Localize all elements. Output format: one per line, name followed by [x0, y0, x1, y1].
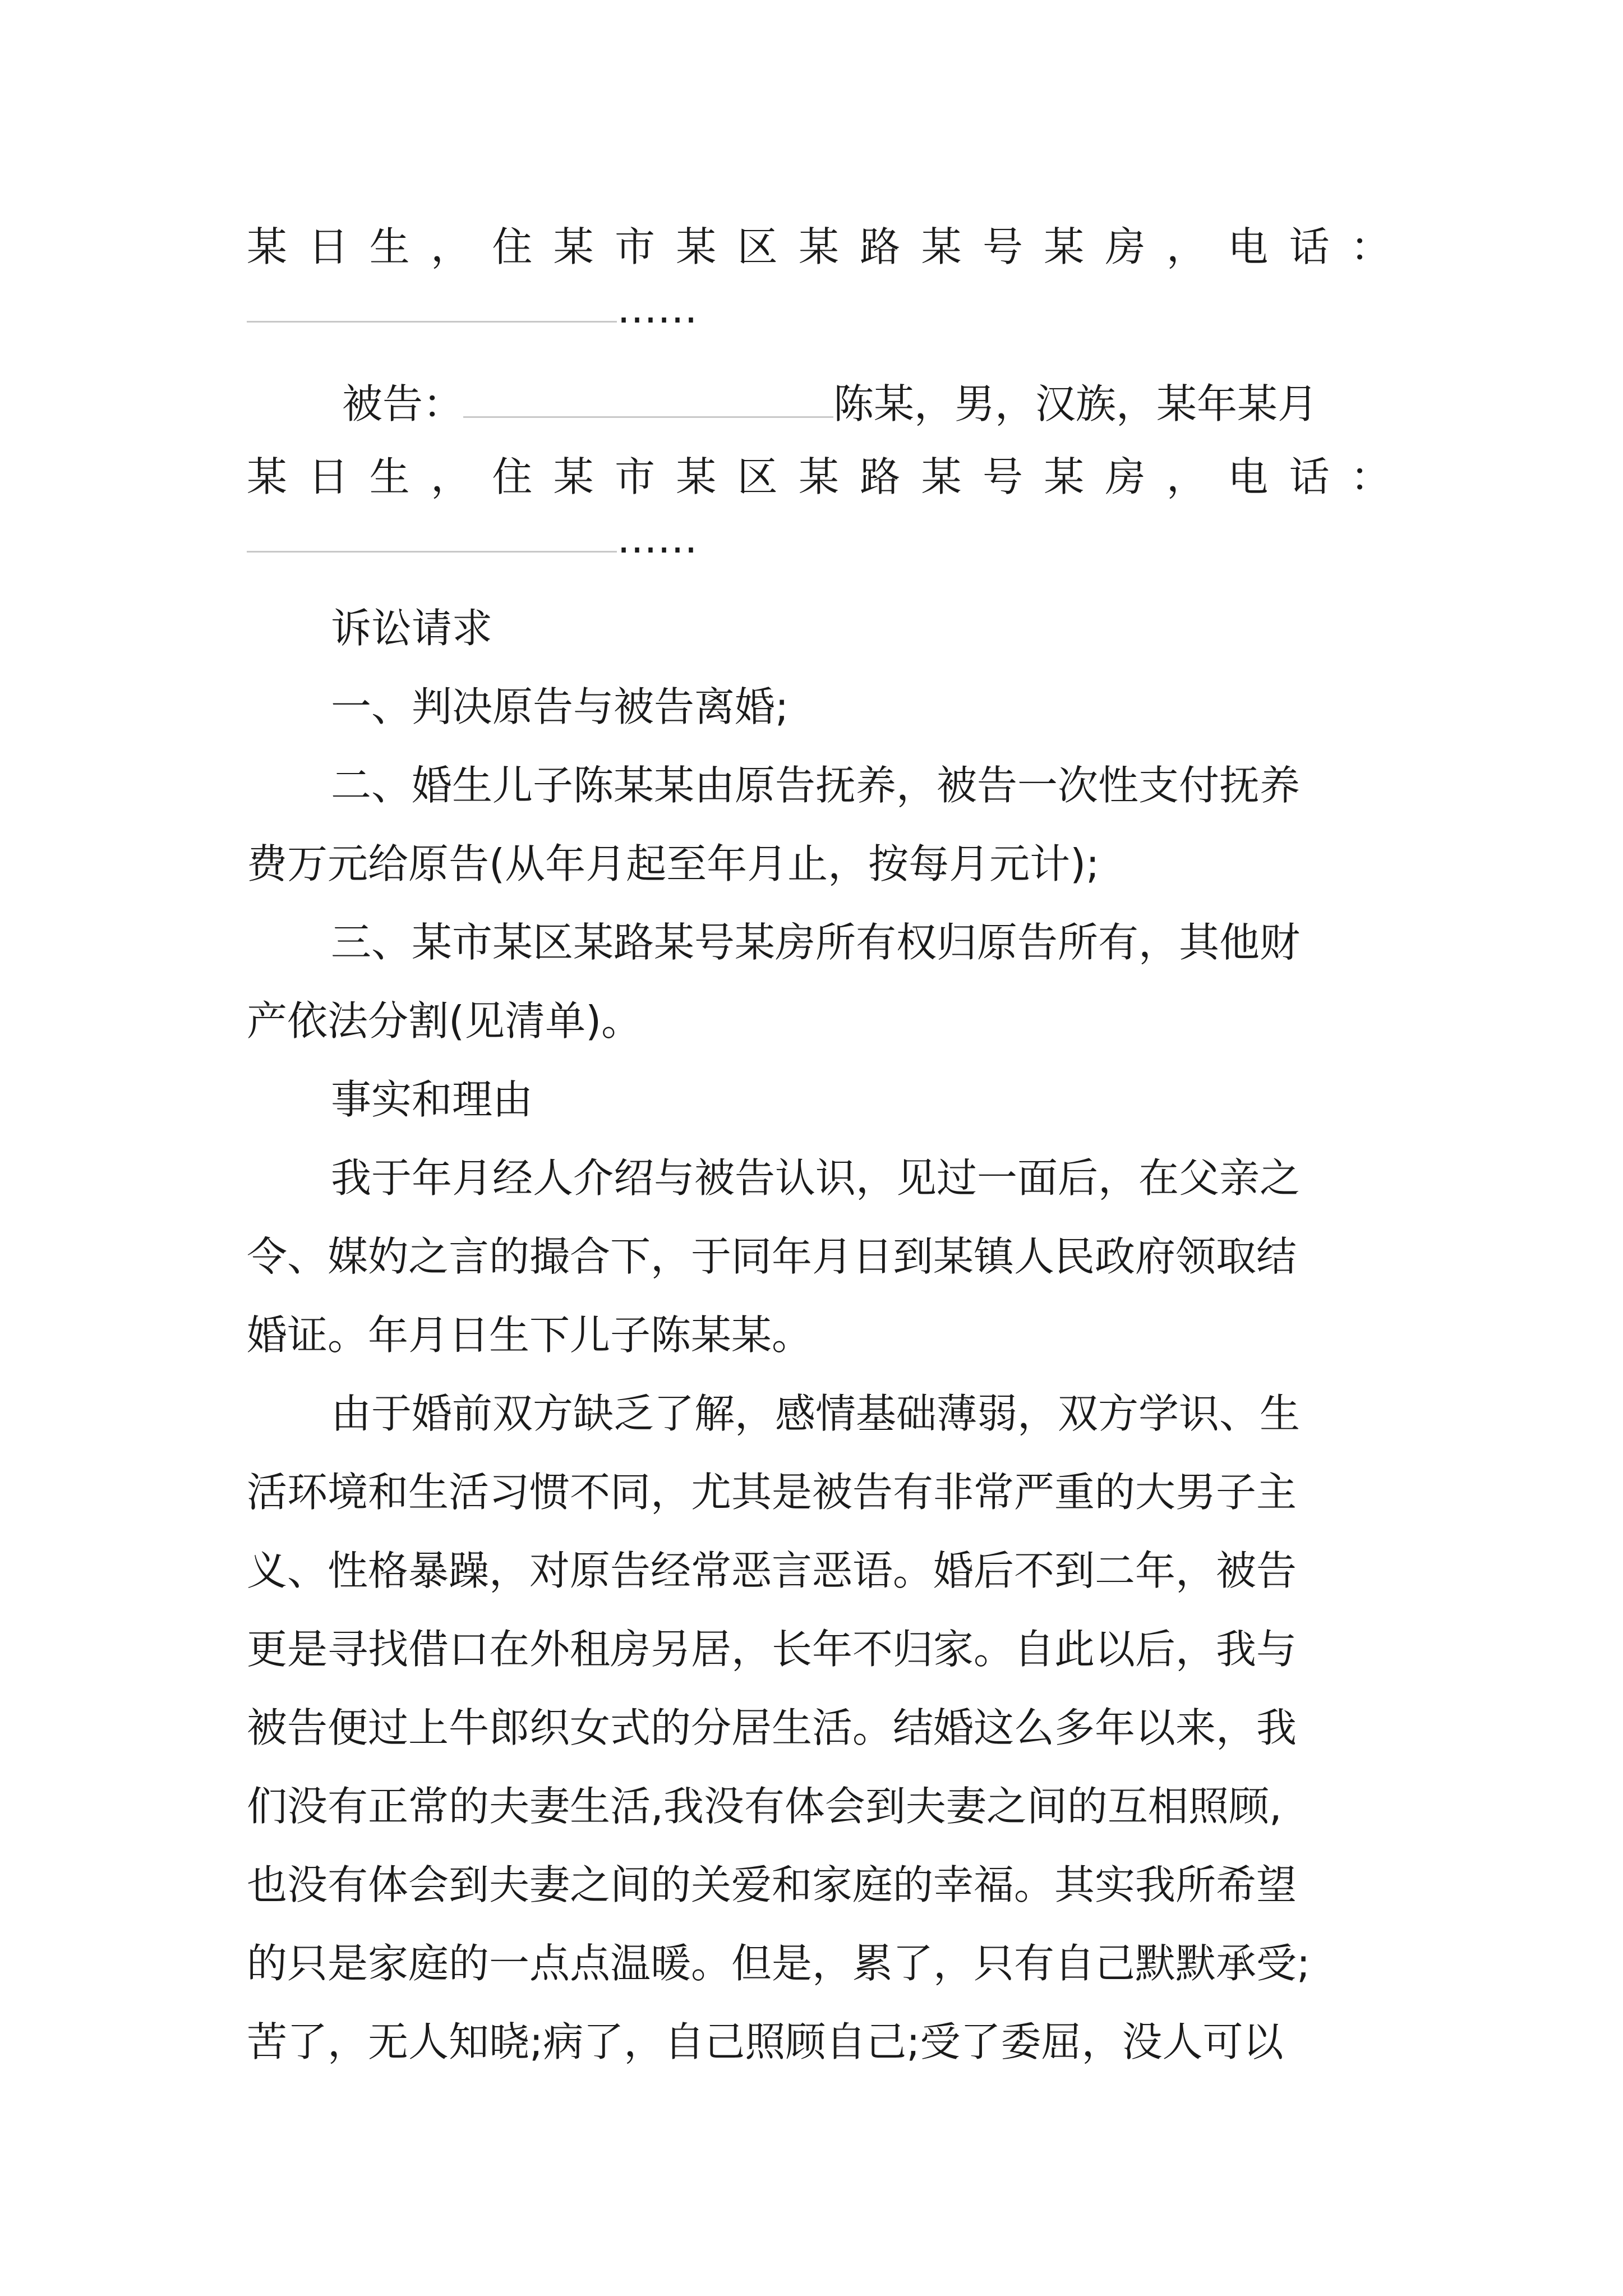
- defendant-address-char: 房: [1105, 453, 1146, 500]
- plaintiff-address-char: 日: [308, 223, 349, 270]
- defendant-address-line: [247, 446, 1391, 508]
- defendant-phone-line: [247, 508, 698, 569]
- plaintiff-address-char: 区: [737, 223, 778, 270]
- facts-p1-line-3: 婚证。年月日生下儿子陈某某。: [247, 1312, 813, 1359]
- defendant-address-char: 某: [247, 453, 288, 500]
- claim-2-line-2: 费万元给原告(从年月起至年月止，按每月元计);: [247, 840, 1100, 887]
- defendant-line: [247, 373, 1391, 435]
- defendant-address-char: 生: [369, 453, 410, 500]
- facts-p2-line-2: 活环境和生活习惯不同，尤其是被告有非常严重的大男子主: [247, 1469, 1297, 1516]
- defendant-address-char: 某: [798, 453, 839, 500]
- facts-p2-line-4: 更是寻找借口在外租房另居，长年不归家。自此以后，我与: [247, 1626, 1297, 1673]
- defendant-address-char: 话: [1289, 453, 1330, 500]
- plaintiff-address-char: 生: [369, 223, 410, 270]
- facts-p2-line-6: 们没有正常的夫妻生活,我没有体会到夫妻之间的互相照顾,: [247, 1783, 1282, 1830]
- plaintiff-address-line: [247, 216, 1391, 278]
- plaintiff-address-char: 某: [1044, 223, 1085, 270]
- defendant-address-char: ：: [1350, 453, 1391, 500]
- defendant-address-char: 某: [553, 453, 594, 500]
- facts-p1-line-1: 我于年月经人介绍与被告认识，见过一面后，在父亲之: [331, 1154, 1301, 1202]
- plaintiff-address-char: ：: [1350, 223, 1391, 270]
- plaintiff-phone-line: [247, 278, 698, 339]
- heading-claims: 诉讼请求: [331, 605, 493, 652]
- phone-blank: [247, 512, 617, 553]
- plaintiff-address-char: ，: [1166, 223, 1207, 270]
- defendant-address-char: 某: [1044, 453, 1085, 500]
- plaintiff-address-char: 住: [492, 223, 533, 270]
- plaintiff-address-char: 话: [1289, 223, 1330, 270]
- facts-p2-line-3: 义、性格暴躁，对原告经常恶言恶语。婚后不到二年，被告: [247, 1547, 1297, 1594]
- ellipsis: ……: [617, 285, 698, 332]
- defendant-info: 陈某，男，汉族，某年某月: [833, 380, 1318, 427]
- plaintiff-address-char: 电: [1228, 223, 1269, 270]
- defendant-address-char: 日: [308, 453, 349, 500]
- claim-2-line-1: 二、婚生儿子陈某某由原告抚养，被告一次性支付抚养: [331, 762, 1301, 809]
- facts-p2-line-9: 苦了，无人知晓;病了，自己照顾自己;受了委屈，没人可以: [247, 2018, 1284, 2065]
- defendant-address-char: ，: [1166, 453, 1207, 500]
- plaintiff-address-char: 某: [921, 223, 962, 270]
- plaintiff-address-char: 某: [676, 223, 717, 270]
- ellipsis: ……: [617, 515, 698, 562]
- defendant-name-blank: [463, 377, 833, 418]
- defendant-address-char: 住: [492, 453, 533, 500]
- facts-p2-line-5: 被告便过上牛郎织女式的分居生活。结婚这么多年以来，我: [247, 1704, 1297, 1751]
- plaintiff-address-char: 某: [247, 223, 288, 270]
- defendant-label: 被告：: [342, 380, 464, 427]
- defendant-address-char: 号: [982, 453, 1023, 500]
- defendant-address-char: 市: [614, 453, 655, 500]
- defendant-address-char: 某: [921, 453, 962, 500]
- defendant-address-char: 某: [676, 453, 717, 500]
- claim-3-line-2: 产依法分割(见清单)。: [247, 997, 642, 1045]
- phone-blank: [247, 282, 617, 323]
- defendant-address-char: ，: [430, 453, 471, 500]
- claim-3-line-1: 三、某市某区某路某号某房所有权归原告所有，其他财: [331, 919, 1301, 966]
- heading-facts: 事实和理由: [331, 1076, 533, 1123]
- defendant-address-char: 区: [737, 453, 778, 500]
- plaintiff-address-char: 号: [982, 223, 1023, 270]
- facts-p1-line-2: 令、媒妁之言的撮合下，于同年月日到某镇人民政府领取结: [247, 1233, 1297, 1280]
- plaintiff-address-char: 房: [1105, 223, 1146, 270]
- defendant-address-char: 电: [1228, 453, 1269, 500]
- facts-p2-line-8: 的只是家庭的一点点温暖。但是，累了，只有自己默默承受;: [247, 1940, 1311, 1987]
- plaintiff-address-char: 某: [553, 223, 594, 270]
- plaintiff-address-char: ，: [430, 223, 471, 270]
- defendant-address-char: 路: [860, 453, 901, 500]
- plaintiff-address-char: 某: [798, 223, 839, 270]
- facts-p2-line-1: 由于婚前双方缺乏了解，感情基础薄弱，双方学识、生: [331, 1390, 1301, 1437]
- plaintiff-address-char: 市: [614, 223, 655, 270]
- claim-1: 一、判决原告与被告离婚;: [331, 683, 789, 730]
- facts-p2-line-7: 也没有体会到夫妻之间的关爱和家庭的幸福。其实我所希望: [247, 1861, 1297, 1908]
- plaintiff-address-char: 路: [860, 223, 901, 270]
